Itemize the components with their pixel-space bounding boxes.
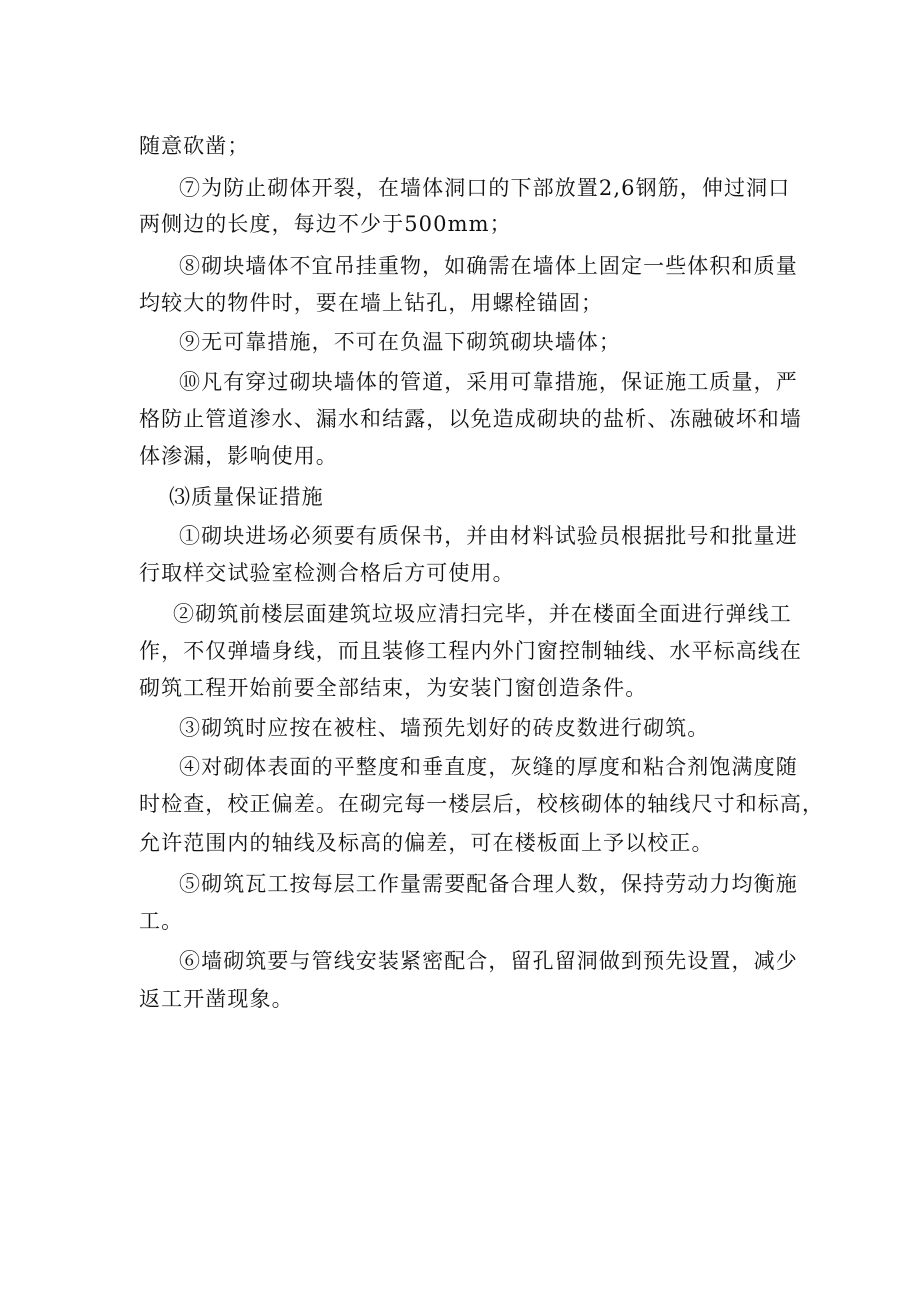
text-line: ②砌筑前楼层面建筑垃圾应清扫完毕，并在楼面全面进行弹线工 — [173, 602, 792, 626]
text-line: ①砌块进场必须要有质保书，并由材料试验员根据批号和批量进 — [179, 524, 798, 548]
text-line: ⑩凡有穿过砌块墙体的管道，采用可靠措施，保证施工质量，严 — [179, 370, 798, 394]
text-line: 行取样交试验室检测合格后方可使用。 — [139, 561, 515, 585]
text-line: ③砌筑时应按在被柱、墙预先划好的砖皮数进行砌筑。 — [179, 716, 710, 740]
text-line: 允许范围内的轴线及标高的偏差，可在楼板面上予以校正。 — [139, 831, 714, 855]
text-line: 工。 — [139, 909, 184, 933]
text-line: ⑤砌筑瓦工按每层工作量需要配备合理人数，保持劳动力均衡施 — [179, 872, 798, 896]
text-line: ④对砌体表面的平整度和垂直度，灰缝的厚度和粘合剂饱满度随 — [179, 755, 798, 779]
text-line: ⑨无可靠措施，不可在负温下砌筑砌块墙体； — [179, 330, 621, 354]
text-line: ⑦为防止砌体开裂，在墙体洞口的下部放置2,6钢筋，伸过洞口 — [179, 176, 791, 200]
text-line: 两侧边的长度，每边不少于500mm； — [139, 212, 512, 236]
text-line: 格防止管道渗水、漏水和结露，以免造成砌块的盐析、冻融破坏和墙 — [139, 407, 802, 431]
text-line: 返工开凿现象。 — [139, 987, 294, 1011]
text-line: 作，不仅弹墙身线，而且装修工程内外门窗控制轴线、水平标高线在 — [139, 639, 802, 663]
text-line: 均较大的物件时，要在墙上钻孔，用螺栓锚固； — [139, 291, 604, 315]
text-line: 时检查，校正偏差。在砌完每一楼层后，校核砌体的轴线尺寸和标高， — [139, 792, 825, 816]
text-line: ⑥墙砌筑要与管线安装紧密配合，留孔留洞做到预先设置，减少 — [179, 949, 798, 973]
text-line: ⑧砌块墙体不宜吊挂重物，如确需在墙体上固定一些体积和质量 — [179, 254, 798, 278]
section-heading: ⑶质量保证措施 — [169, 485, 324, 509]
text-line: 体渗漏，影响使用。 — [139, 444, 338, 468]
text-line: 砌筑工程开始前要全部结束，为安装门窗创造条件。 — [139, 676, 648, 700]
text-line: 随意砍凿； — [139, 134, 250, 158]
